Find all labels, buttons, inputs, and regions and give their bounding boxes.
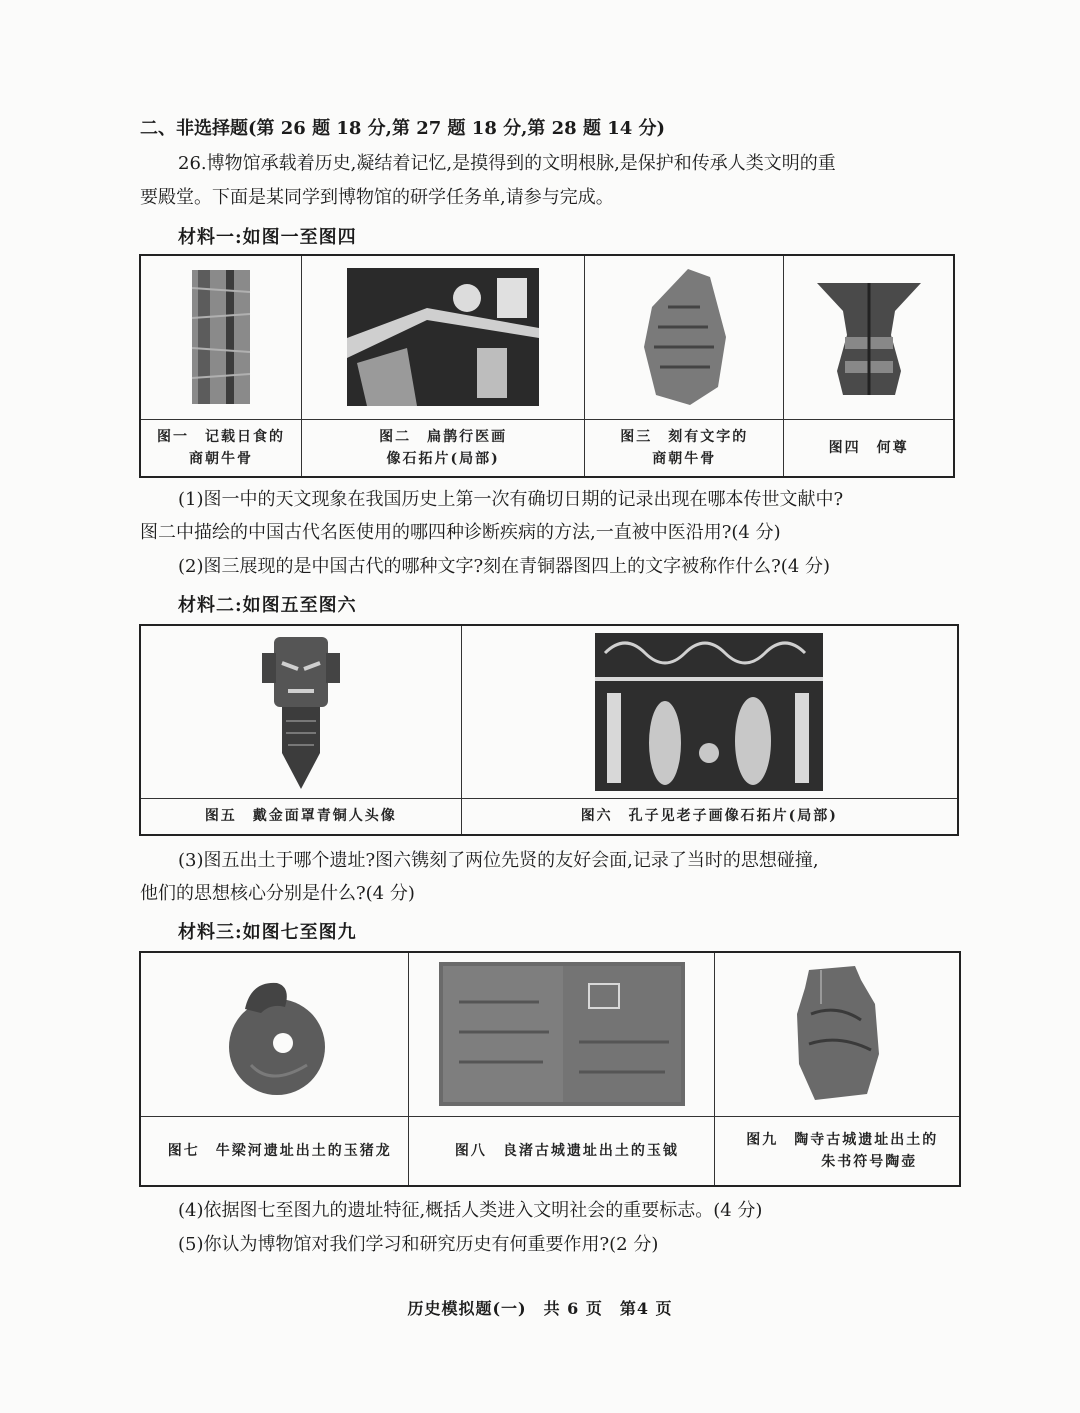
material3-title: 材料三:如图七至图九 xyxy=(178,922,357,943)
q1-line2: 图二中描绘的中国古代名医使用的哪四种诊断疾病的方法,一直被中医沿用?(4 分) xyxy=(140,522,781,543)
painted-pottery-pot-image xyxy=(791,964,883,1104)
oracle-bone-strip-image xyxy=(190,268,252,406)
q3-line1: (3)图五出土于哪个遗址?图六镌刻了两位先贤的友好会面,记录了当时的思想碰撞, xyxy=(178,850,819,871)
figure5-caption: 图五 戴金面罩青铜人头像 xyxy=(140,798,461,835)
jade-pig-dragon-image xyxy=(221,969,329,1099)
material1-title: 材料一:如图一至图四 xyxy=(178,227,357,248)
material1-table xyxy=(139,254,955,478)
q4-line1: (4)依据图七至图九的遗址特征,概括人类进入文明社会的重要标志。(4 分) xyxy=(178,1200,763,1221)
figure5-cell xyxy=(140,625,461,798)
question-intro-line2: 要殿堂。下面是某同学到博物馆的研学任务单,请参与完成。 xyxy=(140,187,614,208)
section-heading: 二、非选择题(第 26 题 18 分,第 27 题 18 分,第 28 题 14 分) xyxy=(140,118,666,139)
page-footer: 历史模拟题(一) 共 6 页 第4 页 xyxy=(407,1299,673,1318)
material2-title: 材料二:如图五至图六 xyxy=(178,595,357,616)
q3-line2: 他们的思想核心分别是什么?(4 分) xyxy=(140,883,415,904)
figure1-cell xyxy=(140,255,302,419)
q5-line1: (5)你认为博物馆对我们学习和研究历史有何重要作用?(2 分) xyxy=(178,1234,659,1255)
figure3-cell xyxy=(585,255,784,419)
inscribed-bone-image xyxy=(638,267,730,407)
question-intro-line1: 26.博物馆承载着历史,凝结着记忆,是摸得到的文明根脉,是保护和传承人类文明的重 xyxy=(178,153,836,174)
figure4-cell xyxy=(784,255,954,419)
figure6-caption: 图六 孔子见老子画像石拓片(局部) xyxy=(461,798,958,835)
figure8-caption: 图八 良渚古城遗址出土的玉钺 xyxy=(409,1116,715,1186)
bronze-head-gold-mask-image xyxy=(260,633,342,791)
figure7-cell xyxy=(140,952,409,1116)
material2-table xyxy=(139,624,959,836)
jade-yue-axe-image xyxy=(439,962,685,1106)
figure4-caption: 图四 何尊 xyxy=(784,419,954,477)
q1-line1: (1)图一中的天文现象在我国历史上第一次有确切日期的记录出现在哪本传世文献中? xyxy=(178,489,844,510)
q2-line1: (2)图三展现的是中国古代的哪种文字?刻在青铜器图四上的文字被称作什么?(4 分) xyxy=(178,556,831,577)
figure1-caption: 图一 记载日食的 商朝牛骨 xyxy=(140,419,302,477)
confucius-meets-laozi-rubbing-image xyxy=(595,633,823,791)
figure3-caption: 图三 刻有文字的 商朝牛骨 xyxy=(585,419,784,477)
figure7-caption: 图七 牛梁河遗址出土的玉猪龙 xyxy=(140,1116,409,1186)
figure9-caption: 图九 陶寺古城遗址出土的 朱书符号陶壶 xyxy=(715,1116,960,1186)
material3-table xyxy=(139,951,961,1187)
figure2-caption: 图二 扁鹊行医画 像石拓片(局部) xyxy=(302,419,585,477)
figure6-cell xyxy=(461,625,958,798)
figure2-cell xyxy=(302,255,585,419)
he-zun-vessel-image xyxy=(815,275,923,399)
figure8-cell xyxy=(409,952,715,1116)
stone-relief-rubbing-image xyxy=(347,268,539,406)
figure9-cell xyxy=(715,952,960,1116)
